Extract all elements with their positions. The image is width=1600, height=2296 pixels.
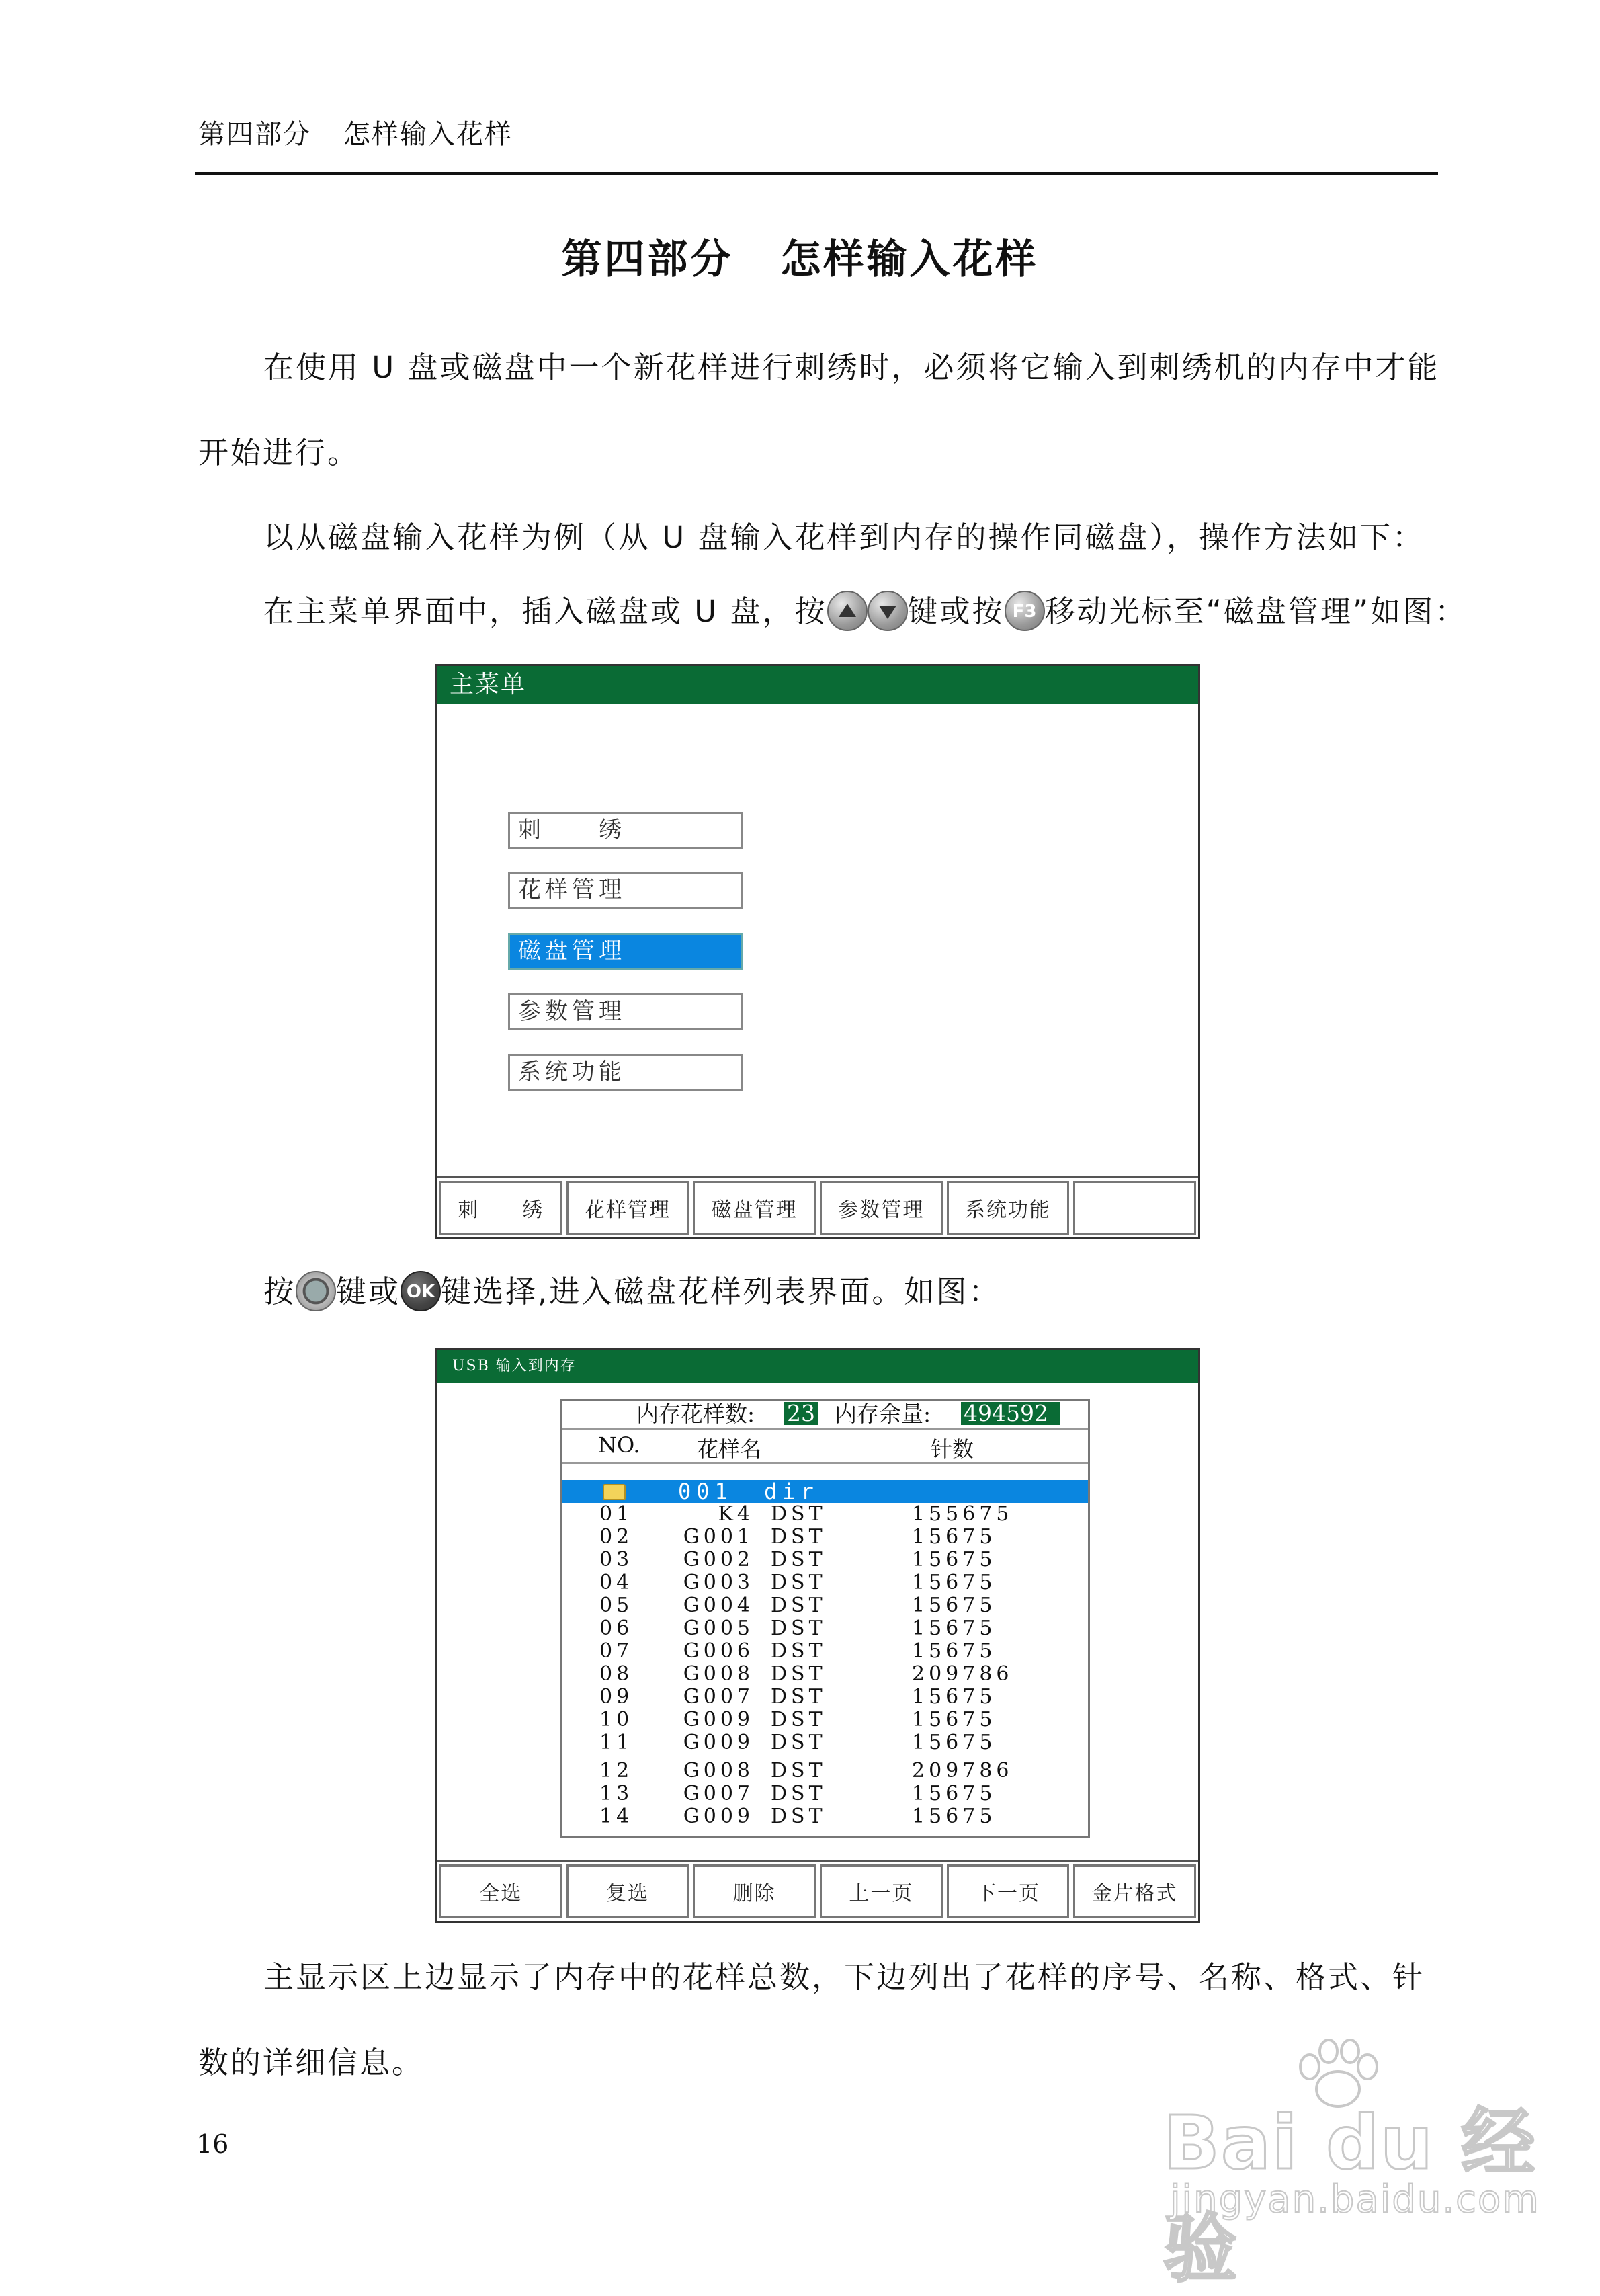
row-stitches: 15675 xyxy=(912,1571,997,1594)
softkey-disk-manage[interactable]: 磁盘管理 xyxy=(693,1181,816,1235)
watermark-url: jingyan.baidu.com xyxy=(1170,2178,1540,2221)
directory-name: 001 xyxy=(678,1479,733,1504)
softkey-next-page[interactable]: 下一页 xyxy=(947,1864,1070,1918)
table-row[interactable] xyxy=(562,1640,1088,1663)
softkey-empty[interactable] xyxy=(1073,1181,1196,1235)
memory-stats xyxy=(562,1401,1088,1428)
softkey-multi-select[interactable]: 复选 xyxy=(566,1864,689,1918)
row-name: G007 xyxy=(683,1685,754,1709)
row-name: G003 xyxy=(683,1571,754,1594)
row-stitches: 15675 xyxy=(912,1731,997,1754)
ok-key-label: OK xyxy=(406,1282,435,1302)
paragraph-4 xyxy=(263,1267,1001,1311)
row-no: 02 xyxy=(599,1525,634,1549)
softkey-sequin-format[interactable]: 金片格式 xyxy=(1073,1864,1196,1918)
paragraph-5-line-2: 数的详细信息。 xyxy=(198,2045,425,2080)
softkey-system-function[interactable]: 系统功能 xyxy=(947,1181,1070,1235)
row-no: 09 xyxy=(599,1685,634,1709)
table-row[interactable] xyxy=(562,1571,1088,1594)
column-name: 花样名 xyxy=(697,1436,762,1462)
row-no: 08 xyxy=(599,1662,634,1686)
table-row[interactable] xyxy=(562,1549,1088,1571)
running-header-part: 第四部分 xyxy=(198,119,311,150)
menu-item-disk-manage[interactable]: 磁盘管理 xyxy=(508,933,743,970)
header-rule xyxy=(195,172,1438,175)
usb-input-screen xyxy=(435,1348,1200,1923)
row-no: 11 xyxy=(599,1731,634,1754)
row-name: G001 xyxy=(683,1525,754,1549)
chapter-title xyxy=(0,227,1600,285)
memory-free-value: 494592 xyxy=(961,1402,1060,1425)
row-no: 14 xyxy=(599,1805,634,1828)
row-stitches: 155675 xyxy=(912,1502,1013,1526)
softkey-delete[interactable]: 删除 xyxy=(693,1864,816,1918)
f3-key-label: F3 xyxy=(1012,602,1037,622)
row-format: DST xyxy=(771,1616,827,1640)
usb-input-titlebar: USB 输入到内存 xyxy=(437,1350,1198,1383)
row-no: 06 xyxy=(599,1616,634,1640)
paragraph-4-text-b: 键或 xyxy=(336,1274,401,1309)
table-row[interactable] xyxy=(562,1805,1088,1828)
row-name: G008 xyxy=(683,1662,754,1686)
memory-count-label: 内存花样数: xyxy=(636,1401,755,1427)
column-headers xyxy=(562,1428,1088,1464)
row-format: DST xyxy=(771,1708,827,1731)
row-no: 12 xyxy=(599,1759,634,1782)
directory-row[interactable] xyxy=(562,1480,1088,1503)
paragraph-2: 以从磁盘输入花样为例（从 U 盘输入花样到内存的操作同磁盘），操作方法如下： xyxy=(263,520,1425,555)
row-stitches: 15675 xyxy=(912,1594,997,1617)
row-no: 13 xyxy=(599,1782,634,1805)
row-name: K4 xyxy=(718,1502,754,1526)
folder-icon xyxy=(603,1484,626,1500)
watermark-logo: Bai du 经验 xyxy=(1163,2100,1537,2292)
row-format: DST xyxy=(771,1805,827,1828)
softkey-param-manage[interactable]: 参数管理 xyxy=(820,1181,943,1235)
paragraph-5-line-1: 主显示区上边显示了内存中的花样总数，下边列出了花样的序号、名称、格式、针 xyxy=(263,1959,1425,1995)
row-format: DST xyxy=(771,1782,827,1805)
column-stitches: 针数 xyxy=(931,1436,974,1462)
row-stitches: 209786 xyxy=(912,1662,1013,1686)
row-format: DST xyxy=(771,1662,827,1686)
row-format: DST xyxy=(771,1759,827,1782)
row-stitches: 209786 xyxy=(912,1759,1013,1782)
ok-key-icon xyxy=(401,1271,441,1311)
table-row[interactable] xyxy=(562,1760,1088,1782)
paragraph-3-text-c: 移动光标至“磁盘管理”如图： xyxy=(1044,593,1468,629)
page-number: 16 xyxy=(196,2129,229,2159)
row-stitches: 15675 xyxy=(912,1548,997,1571)
row-format: DST xyxy=(771,1502,827,1526)
table-row[interactable] xyxy=(562,1526,1088,1549)
row-no: 07 xyxy=(599,1639,634,1663)
row-name: G008 xyxy=(683,1759,754,1782)
softkey-select-all[interactable]: 全选 xyxy=(439,1864,562,1918)
chapter-title-text: 怎样输入花样 xyxy=(780,236,1039,283)
baidu-watermark xyxy=(1143,2023,1560,2292)
row-format: DST xyxy=(771,1571,827,1594)
row-name: G005 xyxy=(683,1616,754,1640)
paragraph-3-text-b: 键或按 xyxy=(907,593,1005,629)
row-name: G009 xyxy=(683,1708,754,1731)
row-name: G004 xyxy=(683,1594,754,1617)
usb-input-softkeys xyxy=(437,1860,1198,1921)
row-stitches: 15675 xyxy=(912,1708,997,1731)
menu-item-system-function[interactable]: 系统功能 xyxy=(508,1054,743,1091)
table-row[interactable] xyxy=(562,1709,1088,1731)
chapter-part: 第四部分 xyxy=(561,236,734,283)
row-name: G002 xyxy=(683,1548,754,1571)
running-header xyxy=(198,113,513,151)
table-row[interactable] xyxy=(562,1686,1088,1709)
menu-item-pattern-manage[interactable]: 花样管理 xyxy=(508,872,743,909)
row-name: G006 xyxy=(683,1639,754,1663)
main-menu-titlebar: 主菜单 xyxy=(437,666,1198,704)
table-row[interactable] xyxy=(562,1617,1088,1640)
down-arrow-key-icon xyxy=(868,591,908,631)
row-no: 03 xyxy=(599,1548,634,1571)
row-format: DST xyxy=(771,1525,827,1549)
softkey-embroider[interactable]: 刺 绣 xyxy=(439,1181,562,1235)
row-format: DST xyxy=(771,1548,827,1571)
row-name: G009 xyxy=(683,1731,754,1754)
paragraph-4-text-a: 按 xyxy=(263,1274,296,1309)
row-format: DST xyxy=(771,1731,827,1754)
row-format: DST xyxy=(771,1639,827,1663)
row-no: 01 xyxy=(599,1502,634,1526)
select-key-icon xyxy=(296,1271,336,1311)
row-no: 04 xyxy=(599,1571,634,1594)
row-format: DST xyxy=(771,1594,827,1617)
softkey-prev-page[interactable]: 上一页 xyxy=(820,1864,943,1918)
row-stitches: 15675 xyxy=(912,1525,997,1549)
menu-item-embroider[interactable]: 刺 绣 xyxy=(508,812,743,849)
main-menu-softkeys xyxy=(437,1176,1198,1237)
row-stitches: 15675 xyxy=(912,1685,997,1709)
row-no: 10 xyxy=(599,1708,634,1731)
table-row[interactable] xyxy=(562,1782,1088,1805)
paragraph-1-line-1: 在使用 U 盘或磁盘中一个新花样进行刺绣时，必须将它输入到刺绣机的内存中才能 xyxy=(263,350,1440,385)
paragraph-3 xyxy=(263,587,1467,631)
f3-key-icon xyxy=(1005,591,1045,631)
pattern-list-box xyxy=(560,1399,1090,1838)
table-row[interactable] xyxy=(562,1594,1088,1617)
table-row[interactable] xyxy=(562,1663,1088,1686)
paragraph-3-text-a: 在主菜单界面中，插入磁盘或 U 盘，按 xyxy=(263,593,827,629)
row-stitches: 15675 xyxy=(912,1616,997,1640)
main-menu-screen xyxy=(435,664,1200,1239)
memory-free-label: 内存余量: xyxy=(835,1401,931,1427)
row-format: DST xyxy=(771,1685,827,1709)
row-stitches: 15675 xyxy=(912,1639,997,1663)
table-row[interactable] xyxy=(562,1731,1088,1754)
directory-type: dir xyxy=(764,1479,819,1504)
paragraph-4-text-c: 键选择,进入磁盘花样列表界面。如图： xyxy=(441,1274,1001,1309)
menu-item-param-manage[interactable]: 参数管理 xyxy=(508,993,743,1030)
column-no: NO. xyxy=(598,1432,640,1458)
row-name: G007 xyxy=(683,1782,754,1805)
paragraph-1-line-2: 开始进行。 xyxy=(198,435,360,470)
table-row[interactable] xyxy=(562,1503,1088,1526)
running-header-title: 怎样输入花样 xyxy=(343,119,513,150)
row-name: G009 xyxy=(683,1805,754,1828)
memory-count-value: 23 xyxy=(784,1402,818,1425)
row-no: 05 xyxy=(599,1594,634,1617)
row-stitches: 15675 xyxy=(912,1805,997,1828)
row-stitches: 15675 xyxy=(912,1782,997,1805)
softkey-pattern-manage[interactable]: 花样管理 xyxy=(566,1181,689,1235)
up-arrow-key-icon xyxy=(827,591,868,631)
